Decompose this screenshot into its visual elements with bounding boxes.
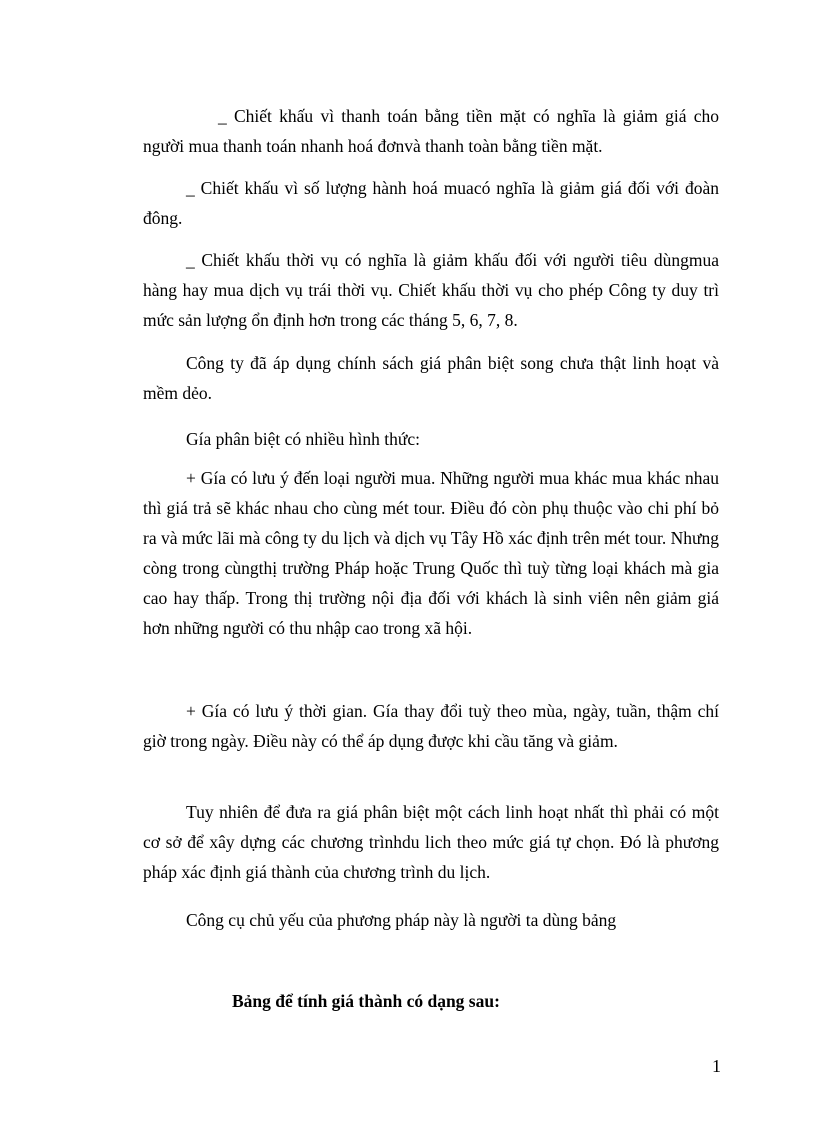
table-heading: Bảng để tính giá thành có dạng sau: [232,991,500,1011]
paragraph-quantity-discount: _ Chiết khấu vì số lượng hành hoá muacó nghĩa là giảm giá đối với đoàn đông. [143,178,719,228]
paragraph-cost-method: Tuy nhiên để đưa ra giá phân biệt một cách linh hoạt nhất thì phải có một cơ sở để xây dựng các chương trìnhdu lich theo mức giá tự chọn. Đó là phương pháp xác định giá thành của chương trình du lịch. [143,802,719,882]
paragraph-tool: Công cụ chủ yếu của phương pháp này là người ta dùng bảng [186,910,617,930]
paragraph-cash-discount: _ Chiết khấu vì thanh toán bằng tiền mặt có nghĩa là giảm giá cho người mua thanh toán nhanh hoá đơnvà thanh toàn bằng tiền mặt. [143,106,719,156]
paragraph-price-forms: Gía phân biệt có nhiều hình thức: [186,429,421,449]
page-number: 1 [712,1056,721,1076]
paragraph-time-pricing: + Gía có lưu ý thời gian. Gía thay đổi tuỳ theo mùa, ngày, tuần, thậm chí giờ trong ngày. Điều này có thể áp dụng được khi cầu tăng và giảm. [143,701,719,751]
paragraph-seasonal-discount: _ Chiết khấu thời vụ có nghĩa là giảm khấu đối với người tiêu dùngmua hàng hay mua dịch vụ trái thời vụ. Chiết khấu thời vụ cho phép Công ty duy trì mức sản lượng ổn định hơn trong các tháng 5, 6, 7, 8. [143,250,719,330]
paragraph-buyer-pricing: + Gía có lưu ý đến loại người mua. Những người mua khác mua khác nhau thì giá trả sẽ khác nhau cho cùng mét tour. Điều đó còn phụ thuộc vào chi phí bỏ ra và mức lãi mà công ty du lịch và dịch vụ Tây Hồ xác định trên mét tour. Nhưng còng trong cùngthị trường Pháp hoặc Trung Quốc thì tuỳ từng loại khách mà gia cao hay thấp. Trong thị trường nội địa đối với khách là sinh viên nên giảm giá hơn những người có thu nhập cao trong xã hội. [143,468,719,638]
paragraph-price-policy: Công ty đã áp dụng chính sách giá phân biệt song chưa thật linh hoạt và mềm dẻo. [143,353,719,403]
